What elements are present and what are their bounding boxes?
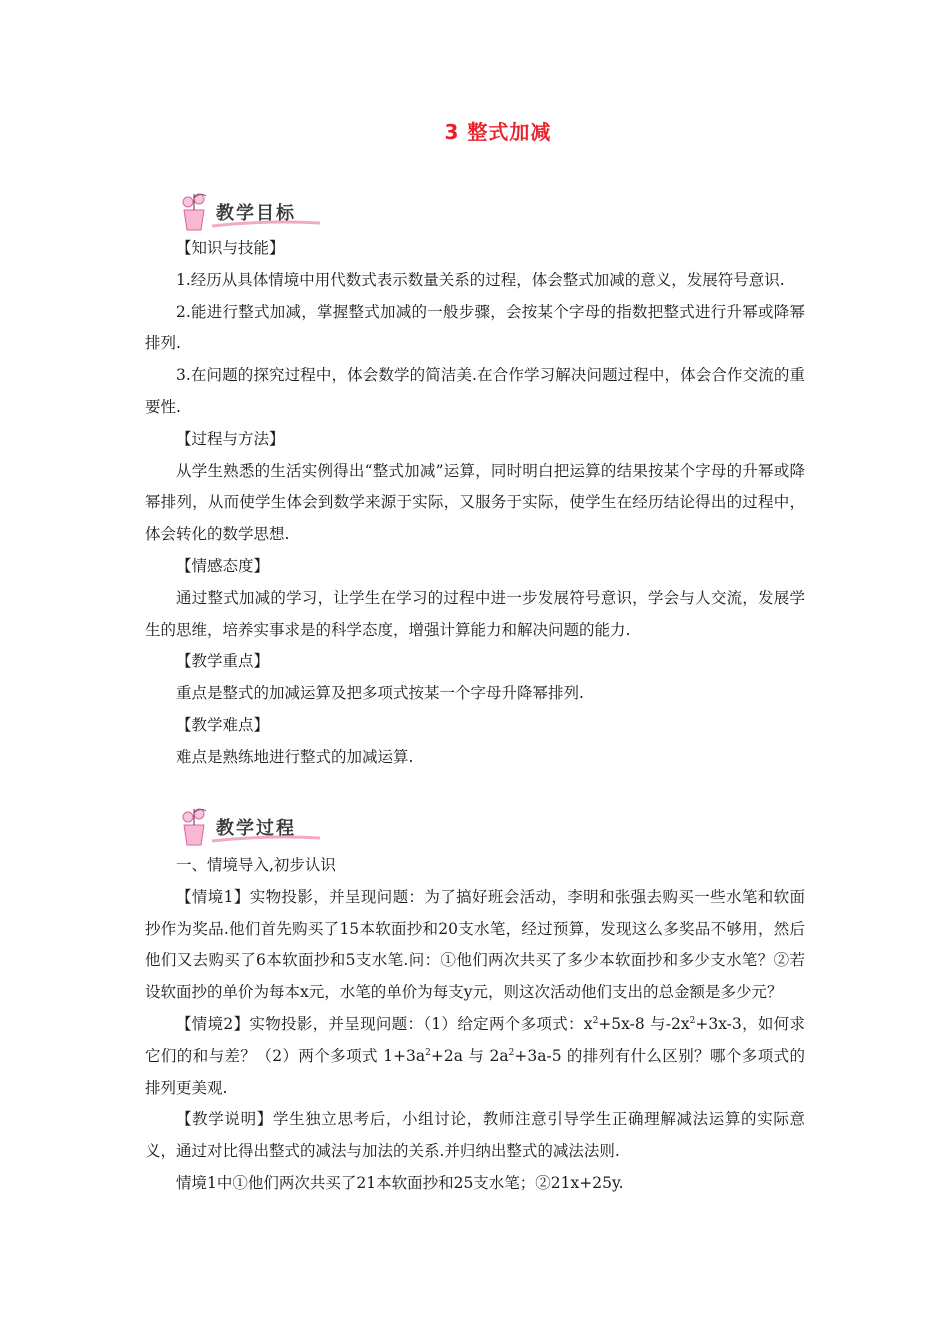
emotion-text: 通过整式加减的学习，让学生在学习的过程中进一步发展符号意识，学会与人交流，发展学生的思维，培养实事求是的科学态度，增强计算能力和解决问题的能力. [145,588,805,639]
teaching-note [145,1104,805,1168]
scenario-1-text: 实物投影，并呈现问题：为了搞好班会活动，李明和张强去购买一些水笔和软面抄作为奖品.他们首先购买了15本软面抄和20支水笔，经过预算，发现这么多奖品不够用，然后他们又去购买了6本软面抄和5支水笔.问：①他们两次共买了多少本软面抄和多少支水笔？②若设软面抄的单价为每本x元，水笔的单价为每支y元，则这次活动他们支出的总金额是多少元？ [145,887,805,1002]
knowledge-item-3: 3.在问题的探究过程中，体会数学的简洁美.在合作学习解决问题过程中，体会合作交流的重要性. [145,366,805,416]
heading-emotion: 【情感态度】 [176,556,270,575]
knowledge-item-2: 2.能进行整式加减，掌握整式加减的一般步骤，会按某个字母的指数把整式进行升幂或降幂排列. [145,302,805,353]
heading-knowledge: 【知识与技能】 [176,239,285,257]
scenario-2-label: 【情境2】 [176,1014,250,1033]
answer-text: 情境1中①他们两次共买了21本软面抄和25支水笔；②21x+25y. [176,1173,624,1192]
key-text: 重点是整式的加减运算及把多项式按某一个字母升降幂排列. [176,684,584,703]
section-banner-process [172,805,322,849]
heading-key: 【教学重点】 [176,652,270,671]
exponent: 2 [425,1047,431,1058]
exponent: 2 [592,1015,599,1026]
scenario-2-text: +3a-5 的排列有什么区别？哪个多项式的排列更美观. [145,1046,805,1097]
heading-process: 【过程与方法】 [176,429,285,448]
process-section [145,850,805,1200]
scenario-1-label: 【情境1】 [176,887,250,906]
scenario-2-text: +2a 与 2a [430,1046,509,1065]
scenario-2-text: 实物投影，并呈现问题：（1）给定两个多项式：x [249,1014,593,1033]
scenario-1 [145,882,805,1009]
step-1-heading: 一、情境导入,初步认识 [176,856,336,874]
exponent: 2 [508,1047,515,1058]
goals-section [145,233,805,774]
knowledge-item-1: 1.经历从具体情境中用代数式表示数量关系的过程，体会整式加减的意义，发展符号意识. [176,270,785,289]
scenario-2-text: +3x-3，如何求它们的和与差？（2）两个多项式 1+3a [145,1014,805,1065]
difficult-text: 难点是熟练地进行整式的加减运算. [176,747,414,766]
document-title: 3 整式加减 [444,120,552,144]
teaching-note-label: 【教学说明】 [176,1110,273,1129]
banner-label: 教学过程 [216,818,296,839]
scenario-2 [145,1009,805,1104]
scenario-2-text: +5x-8 与-2x [598,1014,690,1033]
heading-difficult: 【教学难点】 [176,715,270,734]
process-text: 从学生熟悉的生活实例得出“整式加减”运算，同时明白把运算的结果按某个字母的升幂或降幂排列，从而使学生体会到数学来源于实际，又服务于实际，使学生在经历结论得出的过程中，体会转化的数学思想. [145,461,805,544]
section-banner-goals [172,190,322,234]
banner-label: 教学目标 [216,203,296,224]
exponent: 2 [689,1015,696,1026]
teaching-note-text: 学生独立思考后，小组讨论，教师注意引导学生正确理解减法运算的实际意义，通过对比得出整式的减法与加法的关系.并归纳出整式的减法法则. [145,1110,805,1161]
